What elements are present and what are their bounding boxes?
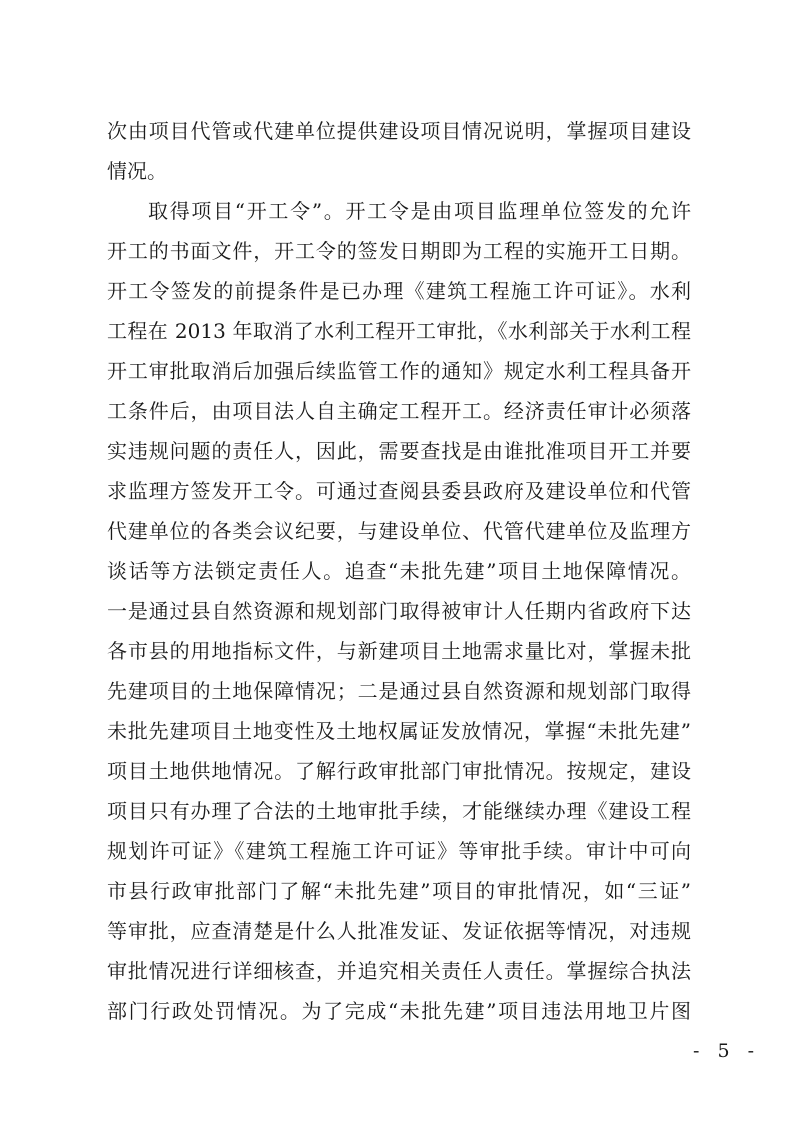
text-line: 实违规问题的责任人，因此，需要查找是由谁批准项目开工并要 — [107, 439, 691, 463]
document-body — [107, 111, 691, 1031]
text-line: 部门行政处罚情况。为了完成“未批先建”项目违法用地卫片图 — [107, 999, 691, 1023]
text-line: 先建项目的土地保障情况；二是通过县自然资源和规划部门取得 — [107, 679, 691, 703]
text-line: 谈话等方法锁定责任人。追查“未批先建”项目土地保障情况。 — [107, 559, 691, 583]
text-line: 次由项目代管或代建单位提供建设项目情况说明，掌握项目建设 — [107, 119, 691, 143]
text-line: 未批先建项目土地变性及土地权属证发放情况，掌握“未批先建” — [107, 719, 691, 743]
text-line: 代建单位的各类会议纪要，与建设单位、代管代建单位及监理方 — [107, 519, 691, 543]
text-line: 工程在 2013 年取消了水利工程开工审批，《水利部关于水利工程 — [107, 319, 691, 343]
text-line: 项目土地供地情况。了解行政审批部门审批情况。按规定，建设 — [107, 759, 691, 783]
text-line: 等审批，应查清楚是什么人批准发证、发证依据等情况，对违规 — [107, 919, 691, 943]
text-line: 工条件后，由项目法人自主确定工程开工。经济责任审计必须落 — [107, 399, 691, 423]
text-line: 审批情况进行详细核查，并追究相关责任人责任。掌握综合执法 — [107, 959, 691, 983]
text-line: 一是通过县自然资源和规划部门取得被审计人任期内省政府下达 — [107, 599, 691, 623]
text-line: 取得项目“开工令”。开工令是由项目监理单位签发的允许 — [148, 199, 691, 223]
page-number: - 5 - — [693, 1040, 761, 1062]
text-line: 情况。 — [107, 159, 167, 183]
text-line: 项目只有办理了合法的土地审批手续，才能继续办理《建设工程 — [107, 799, 691, 823]
text-line: 市县行政审批部门了解“未批先建”项目的审批情况，如“三证” — [107, 879, 691, 903]
text-line: 开工令签发的前提条件是已办理《建筑工程施工许可证》。水利 — [107, 279, 691, 303]
text-line: 开工审批取消后加强后续监管工作的通知》规定水利工程具备开 — [107, 359, 691, 383]
text-line: 开工的书面文件，开工令的签发日期即为工程的实施开工日期。 — [107, 239, 691, 263]
text-line: 求监理方签发开工令。可通过查阅县委县政府及建设单位和代管 — [107, 479, 691, 503]
text-line: 规划许可证》《建筑工程施工许可证》等审批手续。审计中可向 — [107, 839, 691, 863]
text-line: 各市县的用地指标文件，与新建项目土地需求量比对，掌握未批 — [107, 639, 691, 663]
